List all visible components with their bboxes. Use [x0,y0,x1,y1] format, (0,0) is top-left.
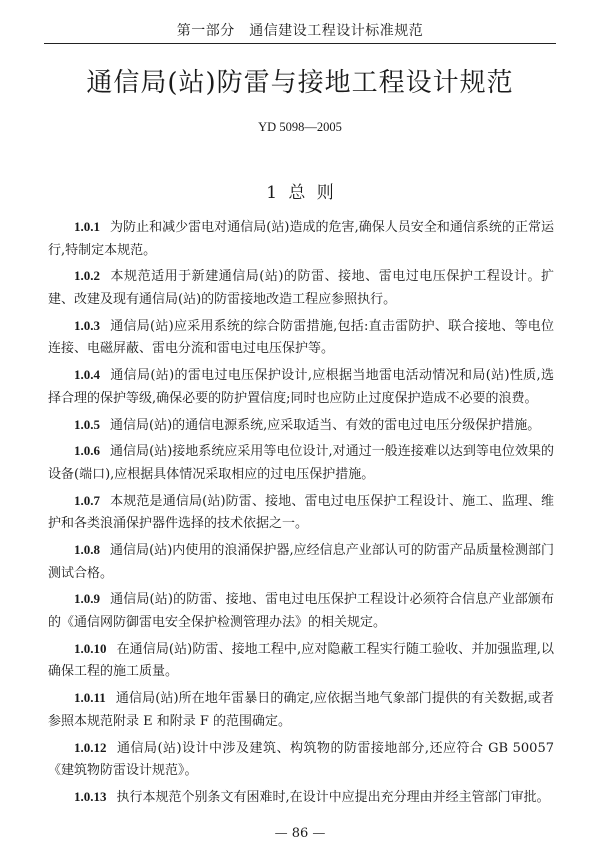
clause-number: 1.0.11 [74,690,106,706]
clause-1-0-2 [48,265,554,311]
clause-number: 1.0.4 [74,367,100,383]
clause-1-0-6 [48,440,554,486]
clause-text: 通信局(站)的防雷、接地、雷电过电压保护工程设计必须符合信息产业部颁布的《通信网防御雷电安全保护检测管理办法》的相关规定。 [48,592,554,630]
page-title: 通信局(站)防雷与接地工程设计规范 [86,68,514,98]
clause-1-0-3 [48,315,554,361]
clause-number: 1.0.12 [74,739,107,755]
chapter-heading: 1 总 则 [266,183,334,203]
clause-number: 1.0.2 [74,268,100,284]
clause-text: 在通信局(站)防雷、接地工程中,应对隐蔽工程实行随工验收、并加强监理,以确保工程的施工质量。 [48,641,554,680]
clause-number: 1.0.9 [74,591,100,607]
clause-1-0-9 [48,588,554,634]
clause-1-0-12 [48,737,554,783]
clause-1-0-8 [48,539,554,585]
clause-text: 执行本规范个别条文有困难时,在设计中应提出充分理由并经主管部门审批。 [116,789,550,805]
clause-1-0-7 [48,490,554,536]
clause-text: 通信局(站)所在地年雷暴日的确定,应依据当地气象部门提供的有关数据,或者参照本规范附录 E 和附录 F 的范围确定。 [48,691,554,729]
page-footer [0,826,600,841]
clause-text: 为防止和减少雷电对通信局(站)造成的危害,确保人员安全和通信系统的正常运行,特制定本规范。 [48,220,554,258]
page-number: 86 [291,826,309,841]
clause-text: 通信局(站)接地系统应采用等电位设计,对通过一般连接难以达到等电位效果的设备(端口),应根据具体情况采取相应的过电压保护措施。 [48,444,554,482]
running-head: 第一部分 通信建设工程设计标准规范 [176,23,424,39]
clause-number: 1.0.13 [74,788,107,804]
clause-text: 本规范适用于新建通信局(站)的防雷、接地、雷电过电压保护工程设计。扩建、改建及现有通信局(站)的防雷接地改造工程应参照执行。 [48,269,554,307]
clause-number: 1.0.8 [74,542,100,558]
clause-1-0-11 [48,687,554,733]
clause-number: 1.0.10 [74,640,107,656]
clause-1-0-13 [48,786,554,810]
clause-text: 通信局(站)内使用的浪涌保护器,应经信息产业部认可的防雷产品质量检测部门测试合格。 [48,543,554,581]
clause-1-0-4 [48,364,554,410]
footer-dash-right: — [312,826,326,841]
clause-number: 1.0.7 [74,492,100,508]
clause-text: 通信局(站)设计中涉及建筑、构筑物的防雷接地部分,还应符合 GB 50057《建筑物防雷设计规范》。 [48,740,554,779]
clause-text: 通信局(站)应采用系统的综合防雷措施,包括:直击雷防护、联合接地、等电位连接、电磁屏蔽、雷电分流和雷电过电压保护等。 [48,318,554,357]
clause-list [48,216,554,813]
header-rule [44,43,556,44]
clause-number: 1.0.3 [74,317,100,333]
clause-1-0-10 [48,638,554,684]
clause-number: 1.0.5 [74,416,100,432]
footer-dash-left: — [274,826,292,841]
standard-code: YD 5098—2005 [258,120,342,134]
clause-1-0-1 [48,216,554,262]
clause-text: 本规范是通信局(站)防雷、接地、雷电过电压保护工程设计、施工、监理、维护和各类浪涌保护器件选择的技术依据之一。 [48,493,554,532]
clause-number: 1.0.1 [74,219,100,234]
clause-text: 通信局(站)的通信电源系统,应采取适当、有效的雷电过电压分级保护措施。 [110,417,541,433]
clause-text: 通信局(站)的雷电过电压保护设计,应根据当地雷电活动情况和局(站)性质,选择合理的保护等级,确保必要的防护置信度;同时也应防止过度保护造成不必要的浪费。 [48,368,554,406]
clause-1-0-5 [48,414,554,438]
clause-number: 1.0.6 [74,443,100,459]
